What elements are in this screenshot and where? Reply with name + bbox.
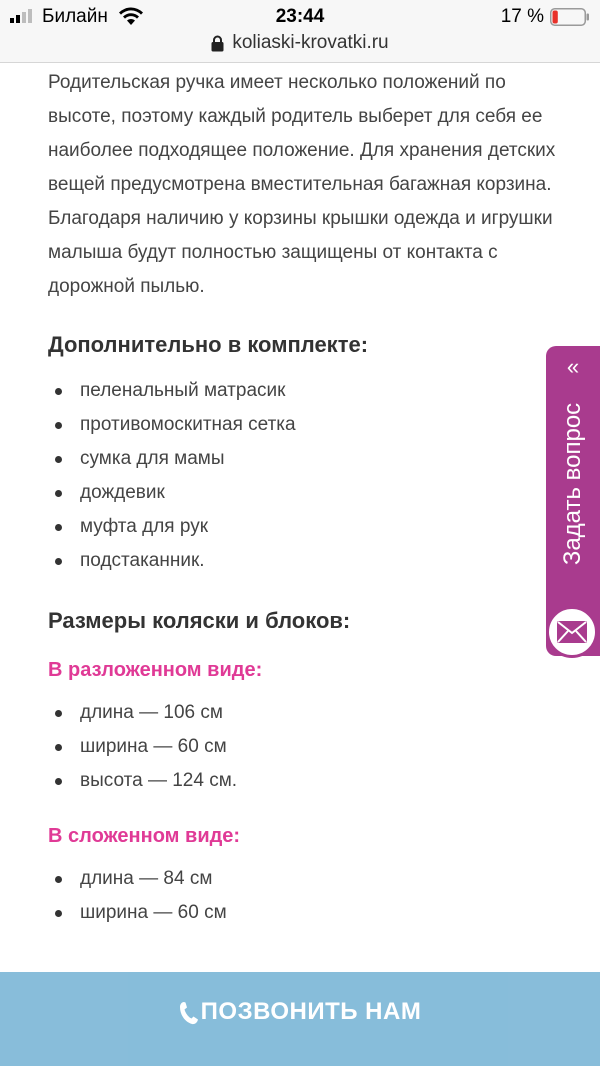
battery-icon xyxy=(550,8,590,26)
list-item-text: сумка для мамы xyxy=(80,448,225,469)
extras-heading: Дополнительно в комплекте: xyxy=(48,332,369,357)
list-item-text: дождевик xyxy=(80,482,165,503)
description-paragraph: Родительская ручка имеет несколько положений по высоте, поэтому каждый родитель выберет для себя ее наиболее подходящее положение. Для хранения детских вещей предусмотрена вместительная багажная корзина. Благодаря наличию у корзины крышки одежда и игрушки малыша будут полностью защищены от контакта с дорожной пылью. xyxy=(48,72,556,297)
list-item-text: пеленальный матрасик xyxy=(80,380,286,401)
list-item-text: высота — 124 см. xyxy=(80,770,238,791)
list-item xyxy=(48,544,564,578)
list-item-text: ширина — 60 см xyxy=(80,902,227,923)
status-bar xyxy=(0,0,600,32)
carrier-name: Билайн xyxy=(42,6,108,27)
list-item xyxy=(48,896,564,930)
bullet xyxy=(55,456,62,463)
url-text[interactable]: koliaski-krovatki.ru xyxy=(232,32,389,53)
envelope-icon xyxy=(556,620,588,644)
bullet xyxy=(55,744,62,751)
bullet xyxy=(55,388,62,395)
list-item-text: длина — 84 см xyxy=(80,868,213,889)
list-item-text: противомоскитная сетка xyxy=(80,414,296,435)
battery-percentage: 17 % xyxy=(500,6,544,27)
browser-url-bar[interactable] xyxy=(0,32,600,63)
bullet xyxy=(55,876,62,883)
bullet xyxy=(55,778,62,785)
list-item-text: подстаканник. xyxy=(80,550,205,571)
unfolded-sizes-list xyxy=(48,696,564,798)
bullet xyxy=(55,710,62,717)
list-item xyxy=(48,764,564,798)
bullet xyxy=(55,558,62,565)
call-us-button[interactable] xyxy=(0,972,600,1066)
list-item xyxy=(48,442,564,476)
folded-heading: В сложенном виде: xyxy=(48,825,241,847)
folded-sizes-list xyxy=(48,862,564,930)
list-item xyxy=(48,510,564,544)
ask-question-button[interactable] xyxy=(546,346,600,656)
lock-icon xyxy=(211,35,224,52)
list-item xyxy=(48,862,564,896)
clock: 23:44 xyxy=(275,6,325,27)
unfolded-heading: В разложенном виде: xyxy=(48,659,263,681)
phone-icon xyxy=(179,1001,199,1025)
list-item xyxy=(48,696,564,730)
extras-list xyxy=(48,374,564,578)
double-chevron-left-icon[interactable]: « xyxy=(566,354,580,379)
ask-question-label[interactable]: Задать вопрос xyxy=(559,402,586,566)
bullet xyxy=(55,490,62,497)
mail-button[interactable] xyxy=(546,606,598,658)
call-us-label[interactable]: ПОЗВОНИТЬ НАМ xyxy=(200,998,422,1025)
list-item xyxy=(48,476,564,510)
sizes-heading: Размеры коляски и блоков: xyxy=(48,608,351,633)
list-item xyxy=(48,408,564,442)
list-item-text: ширина — 60 см xyxy=(80,736,227,757)
list-item xyxy=(48,374,564,408)
bullet xyxy=(55,524,62,531)
list-item-text: муфта для рук xyxy=(80,516,209,537)
bullet xyxy=(55,422,62,429)
list-item-text: длина — 106 см xyxy=(80,702,223,723)
article-content xyxy=(48,66,564,930)
list-item xyxy=(48,730,564,764)
bullet xyxy=(55,910,62,917)
